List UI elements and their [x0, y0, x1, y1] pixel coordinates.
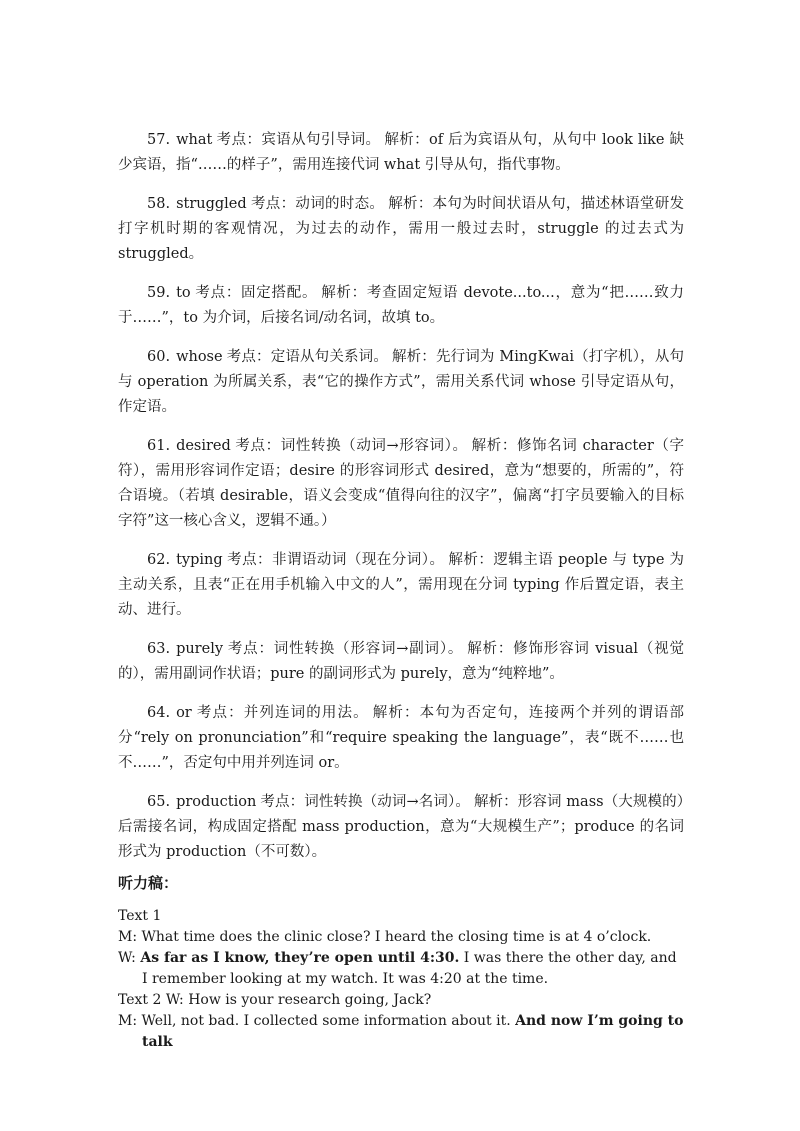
transcript-line: Text 1 — [118, 908, 162, 924]
answer-explanations — [118, 128, 684, 879]
analysis-text: 解析：形容词 mass（大规模的）后需接名词，构成固定搭配 mass production，意为“大规模生产”；produce 的名词形式为 production（不可数）。 — [118, 794, 684, 860]
speaker-label: M: — [118, 1013, 142, 1029]
speaker-label: M: — [118, 929, 142, 945]
analysis-text: 解析：修饰形容词 visual（视觉的），需用副词作状语；pure 的副词形式为 purely，意为“纯粹地”。 — [118, 641, 684, 682]
transcript-line — [118, 927, 684, 948]
answer-item — [118, 192, 684, 267]
key-point: 考点：并列连词的用法。 — [195, 705, 369, 721]
answer-item — [118, 790, 684, 865]
answer-word: purely — [176, 641, 224, 657]
answer-item — [118, 434, 684, 534]
answer-word: desired — [176, 438, 231, 454]
answer-number: 57. — [147, 132, 171, 148]
key-point: 考点：固定搭配。 — [194, 285, 318, 301]
answer-item — [118, 345, 684, 420]
answer-number: 61. — [147, 438, 171, 454]
answer-number: 60. — [147, 349, 171, 365]
analysis-text: 解析：先行词为 MingKwai（打字机），从句与 operation 为所属关系，表“它的操作方式”，需用关系代词 whose 引导定语从句，作定语。 — [118, 349, 685, 415]
transcript-line — [118, 948, 684, 990]
answer-number: 64. — [147, 705, 171, 721]
answer-word: whose — [176, 349, 223, 365]
answer-number: 65. — [147, 794, 171, 810]
answer-word: to — [176, 285, 191, 301]
answer-number: 63. — [147, 641, 171, 657]
key-point: 考点：词性转换（形容词→副词）。 — [227, 641, 464, 657]
transcript-key-sentence: And now I’m going to talk — [142, 1013, 684, 1050]
transcript-text: I was there the other day, and I remember looking at my watch. It was 4:20 at the time. — [142, 950, 677, 987]
key-point: 考点：宾语从句引导词。 — [216, 132, 381, 148]
answer-word: or — [176, 705, 192, 721]
answer-item — [118, 548, 684, 623]
answer-item — [118, 637, 684, 687]
key-point: 考点：动词的时态。 — [250, 196, 385, 212]
listening-transcript — [118, 906, 684, 1053]
speaker-label: W: — [118, 950, 141, 966]
answer-word: typing — [176, 552, 223, 568]
answer-item — [118, 128, 684, 178]
answer-word: what — [176, 132, 213, 148]
key-point: 考点：词性转换（动词→名词）。 — [260, 794, 470, 810]
transcript-key-sentence: As far as I know, they’re open until 4:30. — [140, 950, 460, 966]
analysis-text: 解析：逻辑主语 people 与 type 为主动关系，且表“正在用手机输入中文的人”，需用现在分词 typing 作后置定语，表主动、进行。 — [118, 552, 684, 618]
answer-word: production — [176, 794, 257, 810]
transcript-text: What time does the clinic close? I heard the closing time is at 4 o’clock. — [141, 929, 652, 945]
answer-number: 62. — [147, 552, 171, 568]
transcript-line — [118, 1011, 684, 1053]
analysis-text: 解析：of 后为宾语从句，从句中 look like 缺少宾语，指“……的样子”，需用连接代词 what 引导从句，指代事物。 — [118, 132, 684, 173]
analysis-text: 解析：本句为时间状语从句，描述林语堂研发打字机时期的客观情况，为过去的动作，需用一般过去时，struggle 的过去式为 struggled。 — [118, 196, 685, 262]
analysis-text: 解析：考查固定短语 devote...to...，意为“把……致力于……”，to 为介词，后接名词/动名词，故填 to。 — [118, 285, 685, 326]
listening-section-title: 听力稿： — [118, 874, 179, 892]
transcript-text: Well, not bad. I collected some information about it. — [141, 1013, 516, 1029]
key-point: 考点：词性转换（动词→形容词）。 — [234, 438, 468, 454]
answer-item — [118, 701, 684, 776]
answer-word: struggled — [176, 196, 247, 212]
analysis-text: 解析：本句为否定句，连接两个并列的谓语部分“rely on pronunciation”和“require speaking the language”，表“既不……也不……”，否定句中用并列连词 or。 — [118, 705, 685, 771]
analysis-text: 解析：修饰名词 character（字符），需用形容词作定语；desire 的形容词形式 desired，意为“想要的，所需的”，符合语境。（若填 desirable，语义会变成“值得向往的汉字”，偏离“打字员要输入的目标字符”这一核心含义，逻辑不通。） — [118, 438, 684, 529]
answer-number: 59. — [147, 285, 171, 301]
transcript-line: Text 2 W: How is your research going, Jack? — [118, 992, 432, 1008]
key-point: 考点：定语从句关系词。 — [226, 349, 388, 365]
answer-item — [118, 281, 684, 331]
key-point: 考点：非谓语动词（现在分词）。 — [226, 552, 445, 568]
answer-number: 58. — [147, 196, 171, 212]
